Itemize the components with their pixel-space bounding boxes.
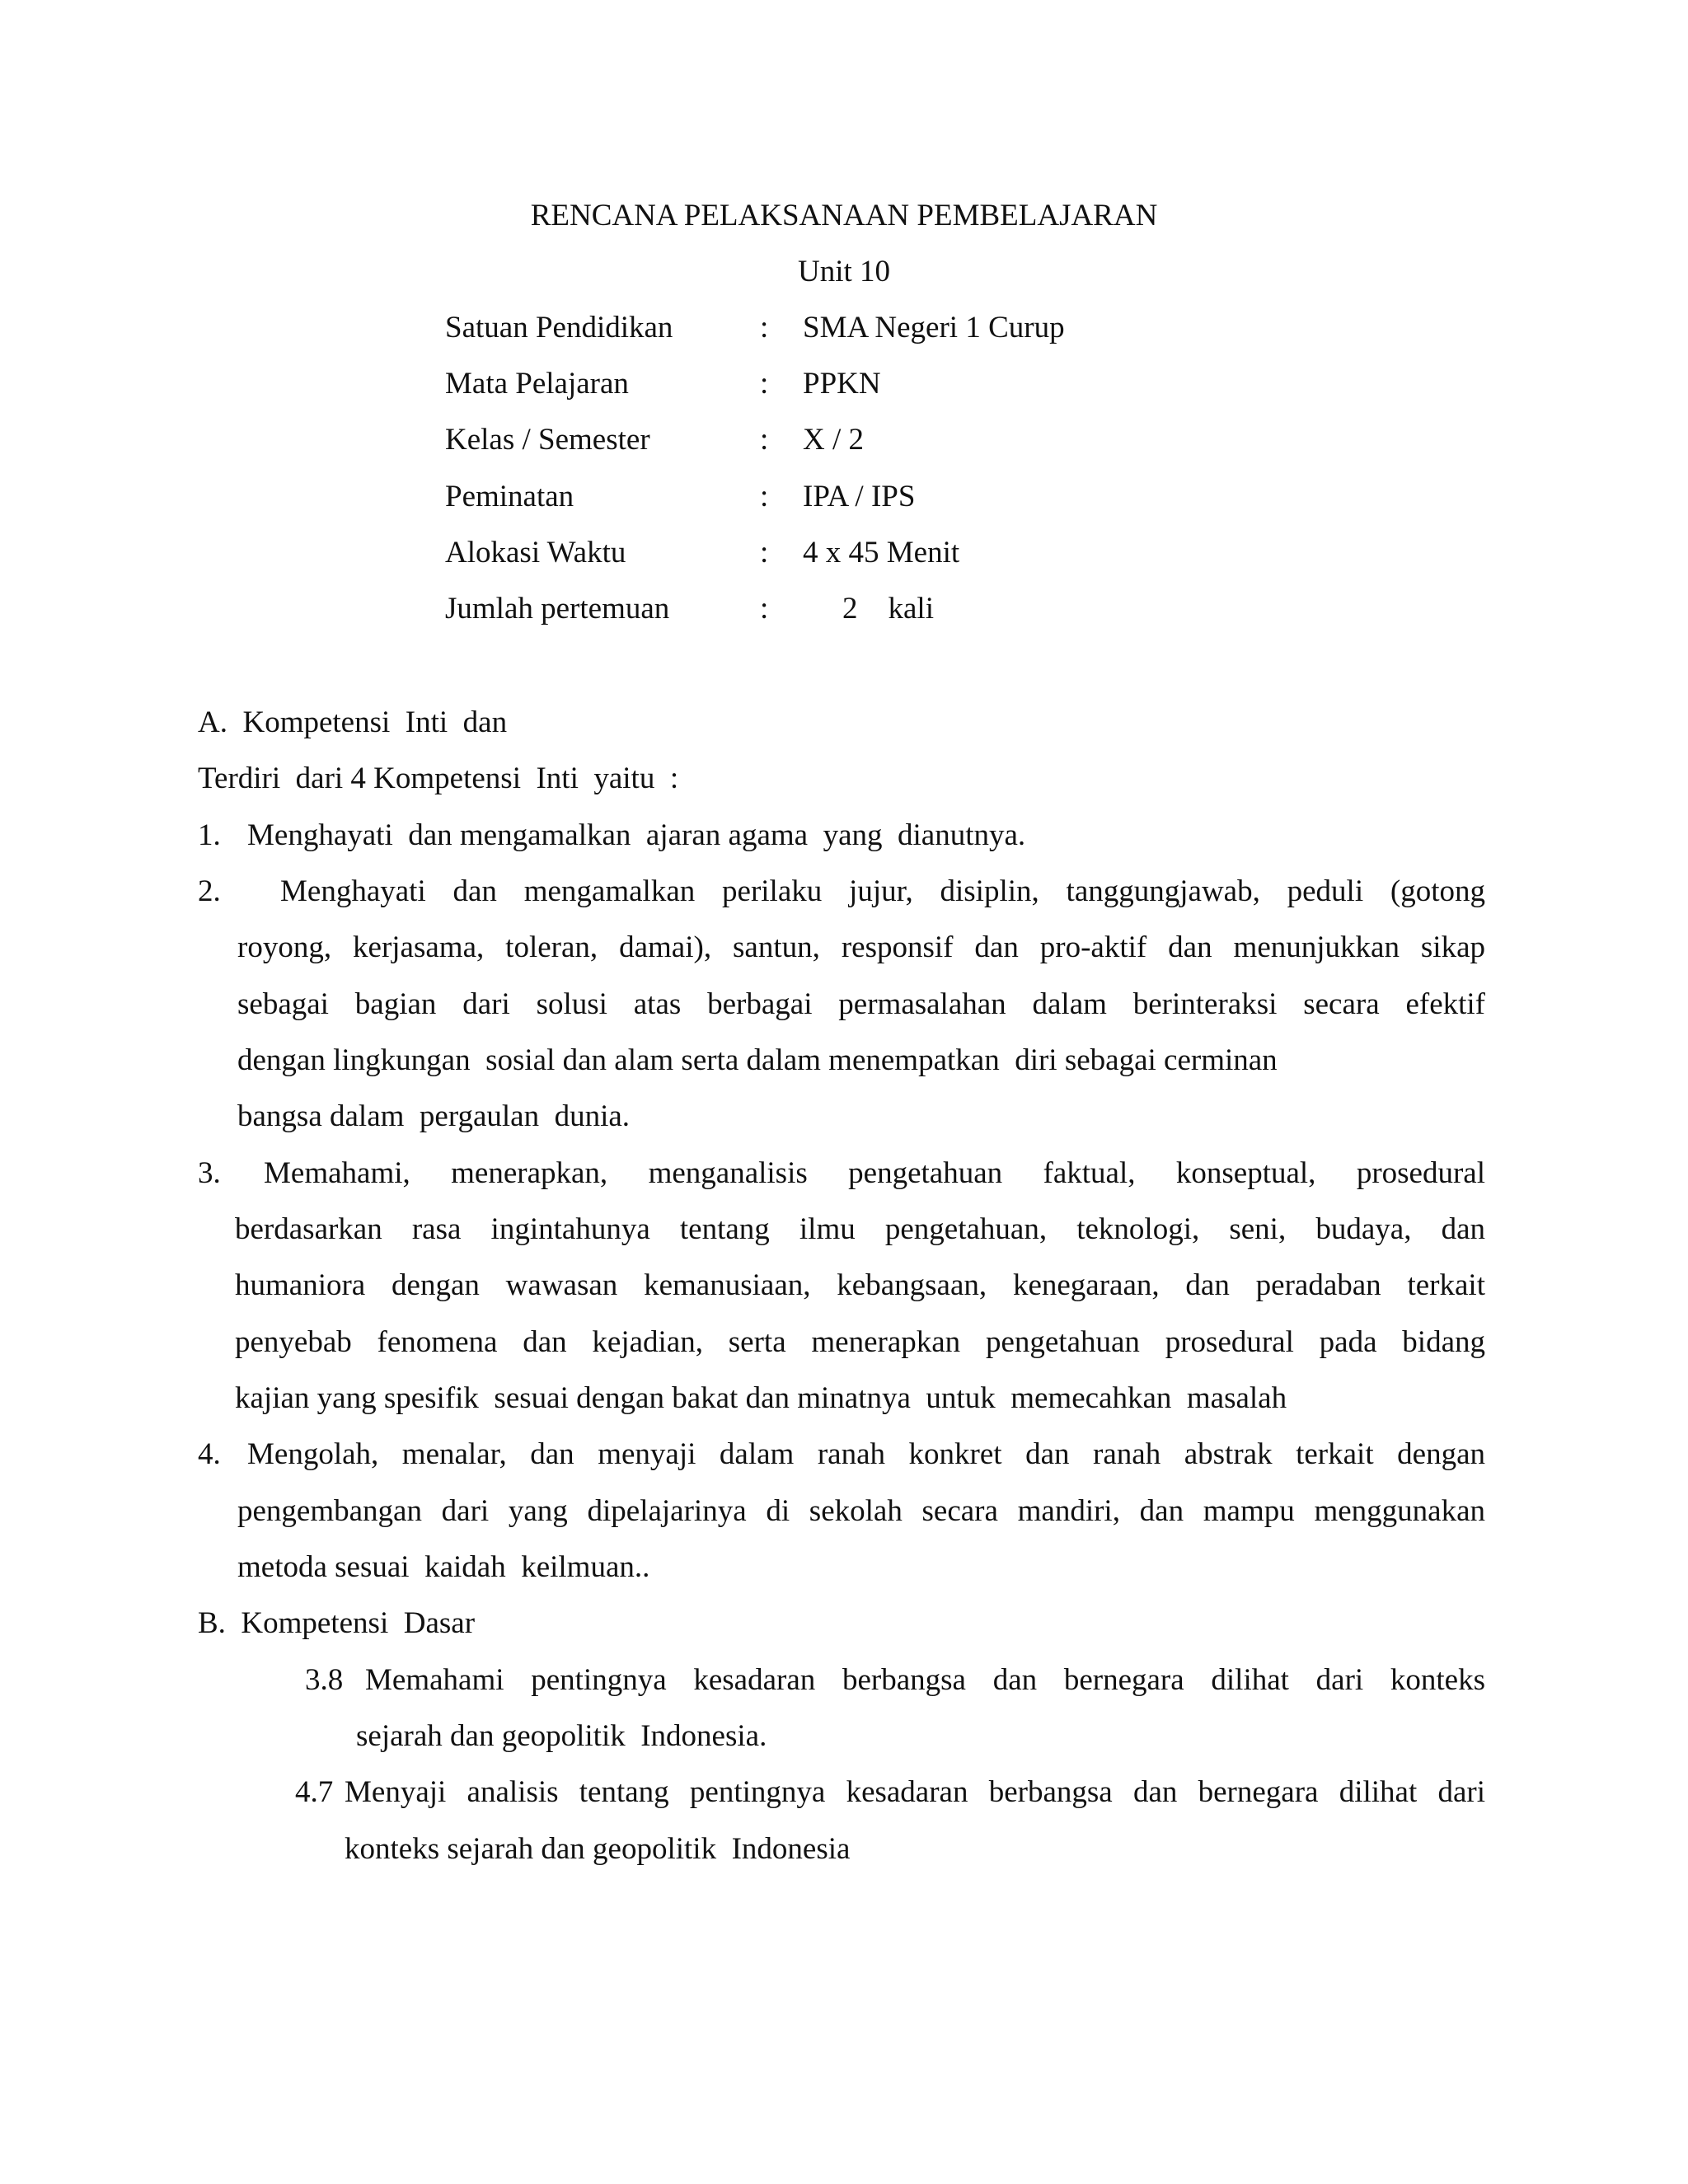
list-item-text: Memahami, menerapkan, menganalisis pengetahuan faktual, konseptual, prosedural bbox=[264, 1156, 1485, 1190]
kd-text: konteks sejarah dan geopolitik Indonesia bbox=[345, 1832, 851, 1866]
kd-text: Memahami pentingnya kesadaran berbangsa dan bernegara dilihat dari konteks bbox=[365, 1663, 1485, 1697]
list-item-text: dengan lingkungan sosial dan alam serta dalam menempatkan diri sebagai cerminan bbox=[237, 1043, 1278, 1077]
info-colon: : bbox=[760, 536, 769, 569]
info-value: 4 x 45 Menit bbox=[803, 536, 960, 569]
info-value: X / 2 bbox=[803, 423, 864, 457]
list-item-text: humaniora dengan wawasan kemanusiaan, kebangsaan, kenegaraan, dan peradaban terkait bbox=[235, 1268, 1485, 1302]
info-value: PPKN bbox=[803, 367, 881, 401]
info-label: Kelas / Semester bbox=[445, 423, 650, 457]
unit-label: Unit 10 bbox=[797, 255, 891, 288]
list-item-number: 4. bbox=[198, 1437, 221, 1471]
info-label: Alokasi Waktu bbox=[445, 536, 626, 569]
document-title: RENCANA PELAKSANAAN PEMBELAJARAN bbox=[530, 199, 1158, 232]
list-item-text: berdasarkan rasa ingintahunya tentang ilmu pengetahuan, teknologi, seni, budaya, dan bbox=[235, 1212, 1485, 1246]
list-item-text: royong, kerjasama, toleran, damai), santun, responsif dan pro-aktif dan menunjukkan sikap bbox=[237, 930, 1485, 964]
kd-number: 3.8 bbox=[305, 1663, 344, 1697]
info-label: Satuan Pendidikan bbox=[445, 311, 673, 344]
info-value: 2 kali bbox=[842, 592, 934, 626]
list-item-text: Menghayati dan mengamalkan ajaran agama yang dianutnya. bbox=[247, 818, 1026, 852]
info-colon: : bbox=[760, 423, 769, 457]
list-item-number: 3. bbox=[198, 1156, 221, 1190]
section-a-heading: A. Kompetensi Inti dan bbox=[198, 705, 508, 739]
info-label: Jumlah pertemuan bbox=[445, 592, 670, 626]
list-item-text: Mengolah, menalar, dan menyaji dalam ranah konkret dan ranah abstrak terkait dengan bbox=[247, 1437, 1485, 1471]
list-item-text: pengembangan dari yang dipelajarinya di sekolah secara mandiri, dan mampu menggunakan bbox=[237, 1494, 1485, 1528]
info-label: Mata Pelajaran bbox=[445, 367, 629, 401]
info-value: IPA / IPS bbox=[803, 480, 916, 513]
list-item-number: 1. bbox=[198, 818, 221, 852]
info-label: Peminatan bbox=[445, 480, 574, 513]
info-value: SMA Negeri 1 Curup bbox=[803, 311, 1065, 344]
list-item-text: metoda sesuai kaidah keilmuan.. bbox=[237, 1550, 650, 1584]
section-a-intro: Terdiri dari 4 Kompetensi Inti yaitu : bbox=[198, 762, 679, 795]
list-item-text: penyebab fenomena dan kejadian, serta menerapkan pengetahuan prosedural pada bidang bbox=[235, 1325, 1485, 1359]
info-colon: : bbox=[760, 367, 769, 401]
section-b-heading: B. Kompetensi Dasar bbox=[198, 1606, 476, 1640]
list-item-number: 2. bbox=[198, 874, 221, 908]
kd-text: Menyaji analisis tentang pentingnya kesadaran berbangsa dan bernegara dilihat dari bbox=[345, 1775, 1485, 1809]
list-item-text: Menghayati dan mengamalkan perilaku jujur, disiplin, tanggungjawab, peduli (gotong bbox=[280, 874, 1485, 908]
info-colon: : bbox=[760, 592, 769, 626]
kd-text: sejarah dan geopolitik Indonesia. bbox=[356, 1719, 767, 1753]
list-item-text: kajian yang spesifik sesuai dengan bakat dan minatnya untuk memecahkan masalah bbox=[235, 1381, 1287, 1415]
list-item-text: bangsa dalam pergaulan dunia. bbox=[237, 1099, 631, 1133]
kd-number: 4.7 bbox=[295, 1775, 334, 1809]
info-colon: : bbox=[760, 480, 769, 513]
info-colon: : bbox=[760, 311, 769, 344]
list-item-text: sebagai bagian dari solusi atas berbagai permasalahan dalam berinteraksi secara efektif bbox=[237, 987, 1485, 1021]
